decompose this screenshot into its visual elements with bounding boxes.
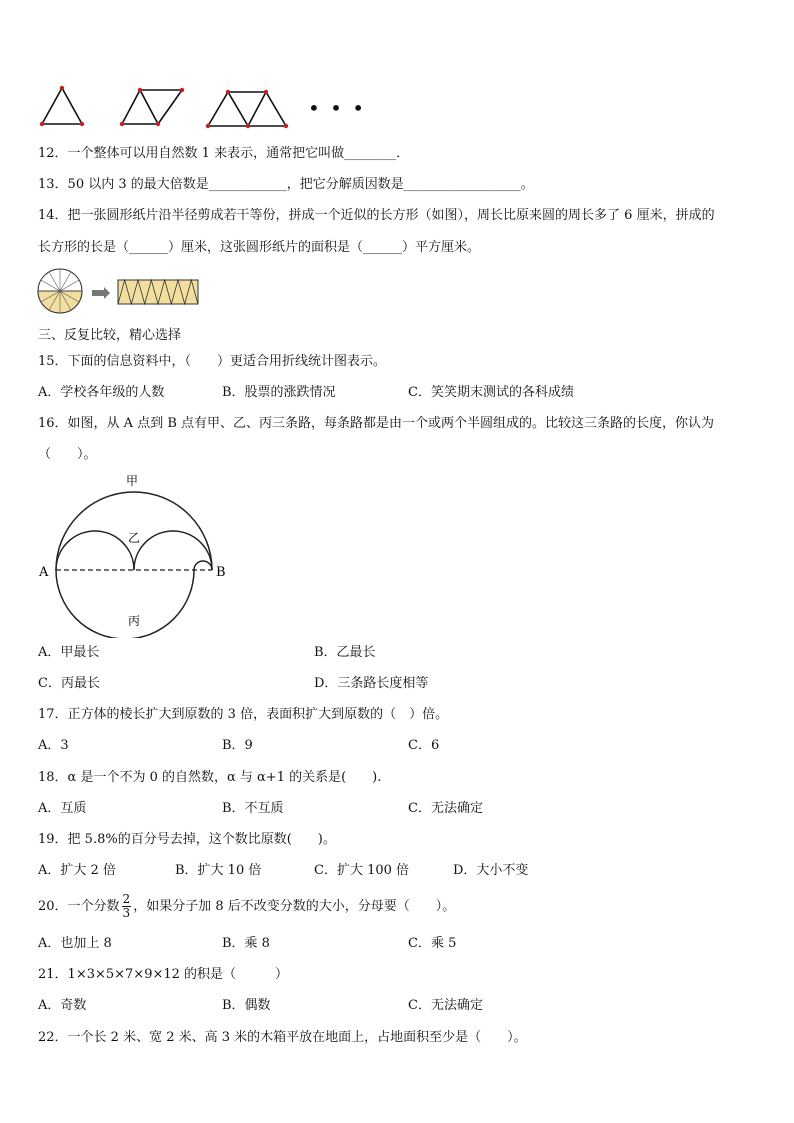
q15-option-a[interactable]: A．学校各年级的人数 xyxy=(38,385,165,400)
q16-option-c[interactable]: C．丙最长 xyxy=(38,676,100,691)
question-15: 15．下面的信息资料中，（ ）更适合用折线统计图表示。 xyxy=(38,354,387,369)
q15-option-c[interactable]: C．笑笑期末测试的各科成绩 xyxy=(408,385,574,400)
q17-option-b[interactable]: B．9 xyxy=(222,738,253,753)
label-a: A xyxy=(39,565,49,580)
q20-prefix: 20．一个分数 xyxy=(38,899,120,914)
question-18: 18．α 是一个不为 0 的自然数，α 与 α+1 的关系是( ). xyxy=(38,770,382,785)
q16-option-b[interactable]: B．乙最长 xyxy=(314,645,376,660)
q17-option-c[interactable]: C．6 xyxy=(408,738,440,753)
q19-option-d[interactable]: D．大小不变 xyxy=(453,863,529,878)
q20-option-c[interactable]: C．乘 5 xyxy=(408,936,457,951)
q20-option-b[interactable]: B．乘 8 xyxy=(222,936,270,951)
fraction-denominator: 3 xyxy=(122,906,131,920)
section-3-heading: 三、反复比较，精心选择 xyxy=(38,328,182,343)
q21-option-c[interactable]: C．无法确定 xyxy=(408,998,483,1013)
question-16-line2: （ ）。 xyxy=(38,447,97,462)
label-bing: 丙 xyxy=(128,614,141,628)
label-jia: 甲 xyxy=(126,474,139,488)
q21-option-b[interactable]: B．偶数 xyxy=(222,998,271,1013)
question-14-line2: 长方形的长是（______）厘米，这张圆形纸片的面积是（______）平方厘米。 xyxy=(38,240,481,255)
q15-option-b[interactable]: B．股票的涨跌情况 xyxy=(222,385,336,400)
q21-option-a[interactable]: A．奇数 xyxy=(38,998,87,1013)
q16-option-d[interactable]: D．三条路长度相等 xyxy=(314,676,429,691)
question-21: 21．1×3×5×7×9×12 的积是（ ） xyxy=(38,967,289,982)
label-yi: 乙 xyxy=(128,531,141,545)
fraction-2-3 xyxy=(122,893,132,920)
q20-suffix: ，如果分子加 8 后不改变分数的大小，分母要（ ）。 xyxy=(133,899,456,914)
label-b: B xyxy=(216,565,226,580)
q18-option-b[interactable]: B．不互质 xyxy=(222,801,284,816)
q18-option-c[interactable]: C．无法确定 xyxy=(408,801,483,816)
circle-to-rectangle-figure xyxy=(36,266,206,316)
q18-option-a[interactable]: A．互质 xyxy=(38,801,87,816)
q19-option-c[interactable]: C．扩大 100 倍 xyxy=(314,863,410,878)
question-22: 22．一个长 2 米、宽 2 米、高 3 米的木箱平放在地面上，占地面积至少是（ ）。 xyxy=(38,1030,527,1045)
fraction-numerator: 2 xyxy=(122,892,131,906)
triangle-sequence-figure xyxy=(36,82,296,132)
q19-option-a[interactable]: A．扩大 2 倍 xyxy=(38,863,116,878)
q19-option-b[interactable]: B．扩大 10 倍 xyxy=(175,863,262,878)
q17-option-a[interactable]: A．3 xyxy=(38,738,69,753)
question-17: 17．正方体的棱长扩大到原数的 3 倍，表面积扩大到原数的（ ）倍。 xyxy=(38,707,449,722)
question-14-line1: 14．把一张圆形纸片沿半径剪成若干等份，拼成一个近似的长方形（如图），周长比原来圆的周长多了 6 厘米，拼成的 xyxy=(38,208,715,223)
ellipsis: • • • xyxy=(308,96,367,120)
q20-option-a[interactable]: A．也加上 8 xyxy=(38,936,112,951)
paths-a-to-b-figure xyxy=(36,468,236,638)
question-16-line1: 16．如图，从 A 点到 B 点有甲、乙、丙三条路，每条路都是由一个或两个半圆组成的。比较这三条路的长度，你认为 xyxy=(38,416,715,431)
q16-option-a[interactable]: A．甲最长 xyxy=(38,645,100,660)
question-20 xyxy=(38,892,455,922)
question-13: 13．50 以内 3 的最大倍数是____________，把它分解质因数是__________________。 xyxy=(38,177,534,192)
question-19: 19．把 5.8%的百分号去掉，这个数比原数( )。 xyxy=(38,832,336,847)
question-12: 12．一个整体可以用自然数 1 来表示，通常把它叫做________． xyxy=(38,146,410,161)
